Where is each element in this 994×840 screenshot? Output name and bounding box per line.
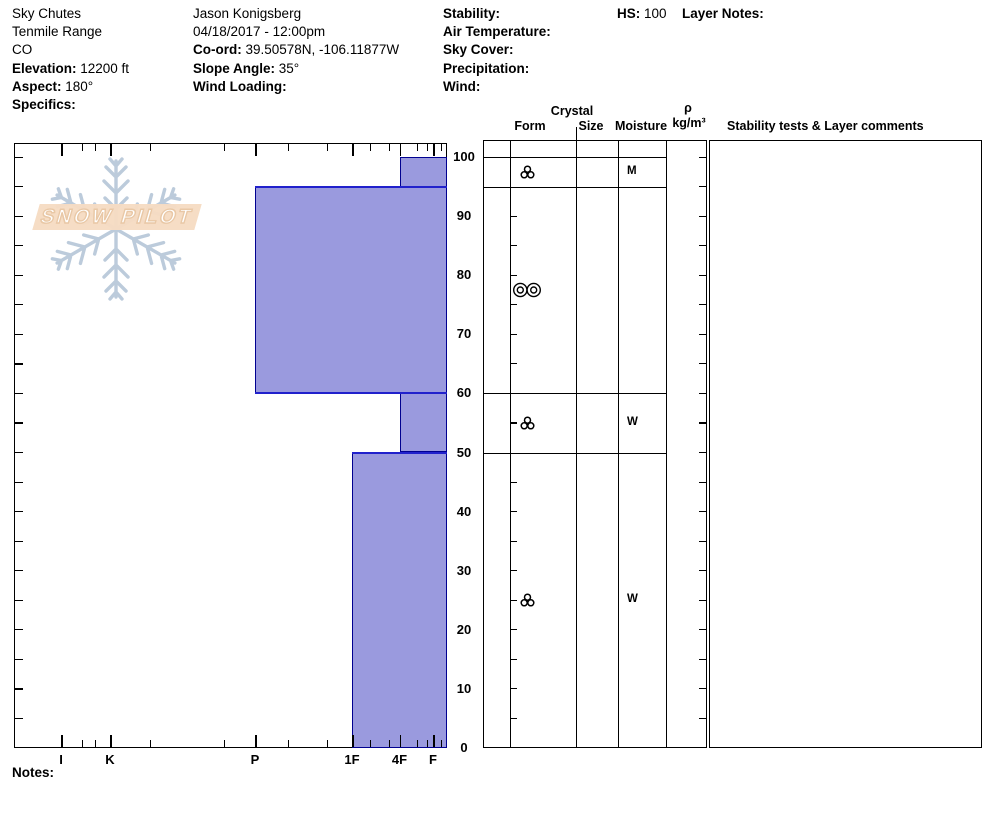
hs-label: HS: — [617, 6, 641, 21]
hardness-tick — [110, 735, 112, 747]
density-scale-tick — [699, 275, 706, 276]
table-grid-line — [666, 140, 667, 748]
form-scale-tick — [511, 718, 517, 719]
snow-layer-bar — [352, 453, 447, 749]
density-scale-tick — [699, 600, 706, 601]
hardness-tick — [61, 144, 63, 156]
form-scale-tick — [511, 422, 517, 423]
depth-tick — [15, 511, 23, 512]
hardness-minor-tick — [224, 144, 225, 151]
table-row-line — [483, 453, 666, 454]
form-scale-tick — [511, 511, 517, 512]
depth-tick — [15, 600, 23, 601]
field-label: Slope Angle: — [193, 60, 279, 76]
hardness-tick — [400, 735, 402, 747]
depth-tick — [15, 275, 23, 276]
depth-axis-label: 70 — [456, 326, 472, 342]
profile-table — [483, 140, 707, 748]
density-scale-tick — [699, 157, 706, 158]
density-scale-tick — [699, 304, 706, 305]
snow-layer-bar — [400, 157, 448, 187]
hardness-minor-tick — [224, 740, 225, 747]
density-scale-tick — [699, 541, 706, 542]
density-scale-tick — [699, 245, 706, 246]
hardness-minor-tick — [441, 740, 442, 747]
form-scale-tick — [511, 275, 517, 276]
form-scale-tick — [511, 659, 517, 660]
field-label: Elevation: — [12, 60, 81, 76]
form-scale-tick — [511, 334, 517, 335]
field-label: Sky Cover: — [443, 42, 514, 58]
depth-axis-label: 50 — [456, 444, 472, 460]
form-scale-tick — [511, 216, 517, 217]
depth-tick — [15, 452, 23, 453]
hardness-axis-label: 4F — [391, 752, 408, 767]
density-scale-tick — [699, 334, 706, 335]
column-form-header: Form — [514, 119, 546, 133]
hardness-tick — [433, 144, 435, 156]
hardness-tick — [352, 144, 354, 156]
moisture-value: M — [627, 164, 637, 177]
density-scale-tick — [699, 482, 706, 483]
depth-tick — [15, 482, 23, 483]
field-label: Co-ord: — [193, 42, 246, 58]
hardness-axis-label: P — [250, 752, 260, 767]
field-value: 12200 ft — [80, 60, 130, 76]
moisture-value: W — [627, 415, 638, 428]
column-stability-header: Stability tests & Layer comments — [727, 119, 924, 133]
layer-separator — [352, 452, 447, 454]
table-grid-line — [510, 140, 511, 748]
depth-tick — [15, 245, 23, 246]
snow-layer-bar — [400, 393, 448, 452]
hardness-tick — [400, 144, 402, 156]
density-scale-tick — [699, 363, 706, 364]
depth-axis-label: 100 — [453, 149, 475, 164]
melt-forms-icon — [520, 593, 535, 613]
field-value: 04/18/2017 - 12:00pm — [193, 24, 326, 40]
layer-separator — [255, 392, 447, 394]
density-scale-tick — [699, 393, 706, 394]
table-row-line — [483, 187, 666, 188]
field-value: 180° — [65, 78, 94, 94]
hardness-minor-tick — [370, 144, 371, 151]
field-label: Wind Loading: — [193, 78, 287, 94]
hardness-tick — [255, 144, 257, 156]
field-value: Sky Chutes — [12, 6, 82, 21]
hardness-minor-tick — [327, 740, 328, 747]
depth-axis-label: 30 — [456, 562, 472, 578]
hardness-tick — [433, 735, 435, 747]
column-crystal-header: Crystal — [550, 104, 594, 118]
form-scale-tick — [511, 304, 517, 305]
density-scale-tick — [699, 570, 706, 571]
layer-notes-label: Layer Notes: — [682, 6, 764, 21]
depth-tick — [15, 718, 23, 719]
polycrystals-icon — [512, 281, 542, 304]
form-scale-tick — [511, 688, 517, 689]
snow-layer-bar — [255, 187, 447, 394]
form-scale-tick — [511, 570, 517, 571]
depth-axis-label: 10 — [456, 680, 472, 696]
depth-tick — [15, 216, 23, 217]
hardness-minor-tick — [327, 144, 328, 151]
moisture-value: W — [627, 593, 638, 606]
hardness-tick — [255, 735, 257, 747]
column-density-units-header: kg/m³ — [672, 116, 706, 130]
hardness-minor-tick — [95, 740, 96, 747]
depth-tick — [15, 541, 23, 542]
field-value: Jason Konigsberg — [193, 6, 302, 21]
depth-tick — [15, 393, 23, 394]
form-scale-tick — [511, 245, 517, 246]
hardness-tick — [61, 735, 63, 747]
hardness-minor-tick — [288, 740, 289, 747]
depth-tick — [15, 629, 23, 630]
column-moisture-header: Moisture — [614, 119, 668, 133]
density-scale-tick — [699, 422, 706, 423]
hardness-axis-label: 1F — [344, 752, 360, 767]
field-value: CO — [12, 42, 33, 58]
hardness-minor-tick — [95, 144, 96, 151]
hardness-minor-tick — [150, 740, 151, 747]
form-scale-tick — [511, 541, 517, 542]
hardness-minor-tick — [389, 740, 390, 747]
hardness-tick — [110, 144, 112, 156]
field-label: Wind: — [443, 78, 481, 94]
hardness-minor-tick — [441, 144, 442, 151]
hardness-axis-label: K — [105, 752, 115, 767]
column-density-symbol-header: ρ — [684, 101, 692, 115]
form-scale-tick — [511, 629, 517, 630]
depth-tick — [15, 157, 23, 158]
notes-label: Notes: — [12, 765, 55, 780]
field-label: Specifics: — [12, 97, 76, 113]
hardness-tick — [352, 735, 354, 747]
density-scale-tick — [699, 186, 706, 187]
hardness-minor-tick — [370, 740, 371, 747]
hardness-minor-tick — [417, 740, 418, 747]
depth-tick — [15, 659, 23, 660]
depth-tick — [15, 422, 23, 423]
field-value: Tenmile Range — [12, 24, 103, 40]
table-grid-line — [618, 140, 619, 748]
depth-tick — [15, 570, 23, 571]
field-label: Air Temperature: — [443, 24, 551, 40]
density-scale-tick — [699, 452, 706, 453]
table-row-line — [483, 157, 666, 158]
column-size-header: Size — [578, 119, 604, 133]
hardness-minor-tick — [389, 144, 390, 151]
layer-separator — [255, 186, 447, 188]
hardness-minor-tick — [82, 740, 83, 747]
field-label: Precipitation: — [443, 60, 530, 76]
depth-axis-label: 20 — [456, 621, 472, 637]
field-label: Stability: — [443, 6, 501, 21]
hardness-axis-label: I — [59, 752, 63, 767]
depth-axis-label: 60 — [456, 385, 472, 401]
depth-tick — [15, 688, 23, 689]
hs-value: 100 — [644, 6, 667, 21]
melt-forms-icon — [520, 165, 535, 185]
hardness-minor-tick — [417, 144, 418, 151]
field-label: Aspect: — [12, 78, 66, 94]
depth-axis-label: 40 — [456, 503, 472, 519]
depth-axis-label: 90 — [456, 208, 472, 224]
stability-comments-box — [709, 140, 982, 748]
form-scale-tick — [511, 600, 517, 601]
form-scale-tick — [511, 363, 517, 364]
hardness-minor-tick — [427, 144, 428, 151]
hardness-axis-label: F — [429, 752, 437, 767]
depth-tick — [15, 363, 23, 364]
field-value: 39.50578N, -106.11877W — [245, 42, 400, 58]
melt-forms-icon — [520, 416, 535, 436]
depth-axis-label: 0 — [460, 740, 468, 755]
depth-axis-label: 80 — [456, 267, 472, 283]
field-value: 35° — [278, 60, 300, 76]
density-scale-tick — [699, 659, 706, 660]
hardness-minor-tick — [82, 144, 83, 151]
table-row-line — [483, 393, 666, 394]
hardness-minor-tick — [150, 144, 151, 151]
depth-tick — [15, 334, 23, 335]
depth-tick — [15, 304, 23, 305]
logo-text: SNOW PILOT — [38, 205, 197, 228]
density-scale-tick — [699, 718, 706, 719]
form-scale-tick — [511, 482, 517, 483]
hardness-minor-tick — [427, 740, 428, 747]
depth-tick — [15, 186, 23, 187]
density-scale-tick — [699, 629, 706, 630]
table-grid-line — [576, 140, 577, 748]
density-scale-tick — [699, 216, 706, 217]
hardness-minor-tick — [288, 144, 289, 151]
density-scale-tick — [699, 511, 706, 512]
density-scale-tick — [699, 688, 706, 689]
